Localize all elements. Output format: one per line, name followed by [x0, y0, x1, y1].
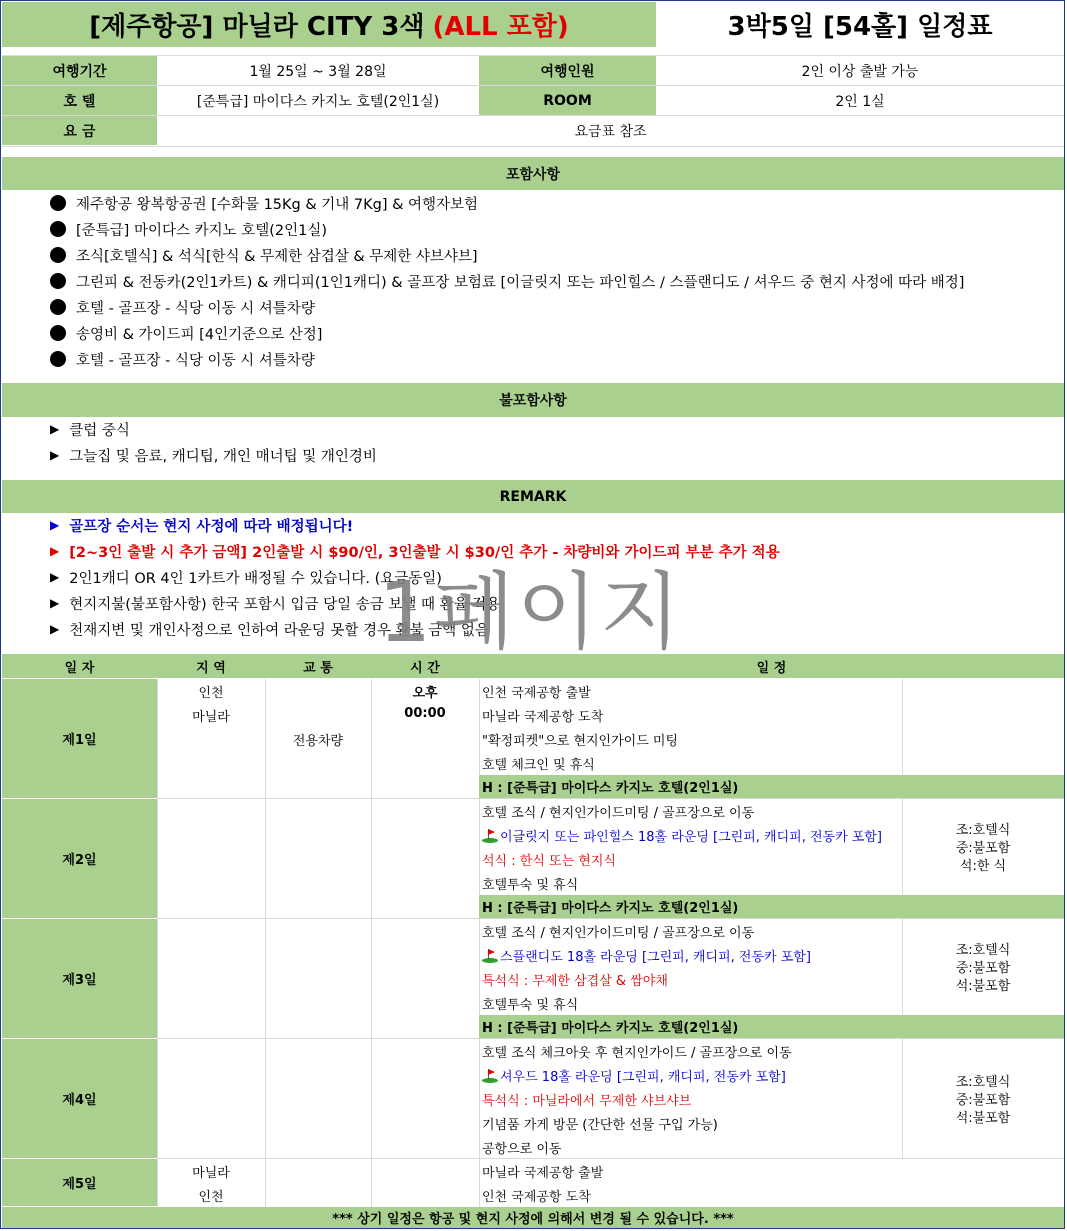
included-item: 그린피 & 전동카(2인1카트) & 캐디피(1인1캐디) & 골프장 보험료 [이글릿지 또는 파인힐스 / 스플랜디도 / 셔우드 중 현지 사정에 따라 배정] — [50, 268, 964, 294]
day1-transport: 전용차량 — [292, 734, 344, 749]
col-header-region: 지 역 — [196, 660, 226, 676]
title-prefix: [제주항공] 마닐라 CITY 3색 — [89, 12, 425, 42]
day5-line: 마닐라 국제공항 출발 — [482, 1166, 604, 1181]
day3-line: 호텔 조식 / 현지인가이드미팅 / 골프장으로 이동 — [482, 926, 755, 941]
day2-label: 제2일 — [2, 799, 157, 918]
triangle-bullet-icon: ▶ — [50, 596, 60, 610]
day2-dinner: 석식 : 한식 또는 현지식 — [482, 854, 616, 869]
day3-meal: 석:불포함 — [955, 979, 1011, 994]
people-label: 여행인원 — [479, 56, 656, 85]
golf-flag-icon — [482, 1069, 498, 1083]
included-item: 제주항공 왕복항공권 [수화물 15Kg & 기내 7Kg] & 여행자보험 — [50, 190, 478, 216]
day4-line: 호텔 조식 체크아웃 후 현지인가이드 / 골프장으로 이동 — [482, 1046, 792, 1061]
day3-hotel: H : [준특급] 마이다스 카지노 호텔(2인1실) — [479, 1015, 1064, 1038]
period-label: 여행기간 — [2, 56, 157, 85]
triangle-bullet-icon: ▶ — [50, 570, 60, 584]
room-label: ROOM — [479, 86, 656, 115]
excluded-heading: 불포함사항 — [2, 383, 1064, 417]
remark-item: ▶ 현지지불(불포함사항) 한국 포함시 입금 당일 송금 보낼 때 환율 적용 — [50, 596, 501, 613]
page-title — [2, 2, 656, 47]
day1-line: 호텔 체크인 및 휴식 — [482, 758, 595, 773]
day1-line: "확정피켓"으로 현지인가이드 미팅 — [482, 734, 679, 749]
included-item: 송영비 & 가이드피 [4인기준으로 산정] — [50, 320, 322, 346]
day2-hotel: H : [준특급] 마이다스 카지노 호텔(2인1실) — [479, 895, 1064, 918]
day1-label: 제1일 — [2, 679, 157, 798]
included-item: 조식[호텔식] & 석식[한식 & 무제한 삼겹살 & 무제한 샤브샤브] — [50, 242, 478, 268]
day3-meal: 조:호텔식 — [955, 943, 1011, 958]
day3-line: 호텔투숙 및 휴식 — [482, 998, 579, 1013]
included-item: [준특급] 마이다스 카지노 호텔(2인1실) — [50, 216, 327, 242]
included-heading: 포함사항 — [2, 157, 1064, 190]
remark-item: ▶ 2인1캐디 OR 4인 1카트가 배정될 수 있습니다. (요금동일) — [50, 570, 442, 587]
fee-value: 요금표 참조 — [574, 123, 647, 140]
triangle-bullet-icon: ▶ — [50, 422, 60, 436]
page-watermark: 1페이지 — [378, 563, 683, 661]
day4-dinner: 특석식 : 마닐라에서 무제한 샤브샤브 — [482, 1094, 692, 1109]
room-value: 2인 1실 — [835, 93, 885, 110]
golf-flag-icon — [482, 829, 498, 843]
day1-line: 마닐라 국제공항 도착 — [482, 710, 604, 725]
included-item: 호텔 - 골프장 - 식당 이동 시 셔틀차량 — [50, 294, 315, 320]
triangle-bullet-icon: ▶ — [50, 544, 60, 558]
day4-meal: 조:호텔식 — [955, 1075, 1011, 1090]
bullet-icon — [50, 273, 66, 289]
day4-label: 제4일 — [2, 1039, 157, 1158]
col-header-schedule: 일 정 — [756, 660, 787, 676]
hotel-label: 호 텔 — [2, 86, 157, 115]
day2-meal: 석:한 식 — [959, 859, 1007, 874]
schedule-footer-note: *** 상기 일정은 항공 및 현지 사정에 의해서 변경 될 수 있습니다. *** — [2, 1207, 1064, 1228]
day4-line: 기념품 가게 방문 (간단한 선물 구입 가능) — [482, 1118, 718, 1133]
day3-golf-line: 스플랜디도 18홀 라운딩 [그린피, 캐디피, 전동카 포함] — [482, 946, 811, 965]
bullet-icon — [50, 247, 66, 263]
people-value: 2인 이상 출발 가능 — [801, 63, 919, 80]
day2-meal: 중:불포함 — [955, 841, 1011, 856]
title-highlight: (ALL 포함) — [432, 12, 569, 42]
col-header-time: 시 간 — [410, 660, 440, 676]
itinerary-duration-title: 3박5일 [54홀] 일정표 — [727, 12, 993, 42]
day1-time-period: 오후 — [412, 686, 438, 701]
remark-heading: REMARK — [2, 480, 1064, 513]
triangle-bullet-icon: ▶ — [50, 622, 60, 636]
bullet-icon — [50, 351, 66, 367]
bullet-icon — [50, 299, 66, 315]
period-value: 1월 25일 ~ 3월 28일 — [249, 63, 387, 80]
bullet-icon — [50, 221, 66, 237]
day5-label: 제5일 — [2, 1159, 157, 1206]
day4-meal: 중:불포함 — [955, 1093, 1011, 1108]
hotel-value: [준특급] 마이다스 카지노 호텔(2인1실) — [196, 93, 440, 110]
remark-item: ▶ 골프장 순서는 현지 사정에 따라 배정됩니다! — [50, 518, 354, 535]
col-header-transport: 교 통 — [303, 660, 333, 676]
day2-golf-line: 이글릿지 또는 파인힐스 18홀 라운딩 [그린피, 캐디피, 전동카 포함] — [482, 826, 882, 845]
triangle-bullet-icon: ▶ — [50, 448, 60, 462]
triangle-bullet-icon: ▶ — [50, 518, 60, 532]
excluded-item: ▶ 클럽 중식 — [50, 422, 130, 439]
day1-region-to: 마닐라 — [192, 710, 230, 725]
day3-meal: 중:불포함 — [955, 961, 1011, 976]
day3-dinner: 특석식 : 무제한 삼겹살 & 쌈야채 — [482, 974, 668, 989]
day5-region-to: 인천 — [198, 1190, 224, 1205]
golf-flag-icon — [482, 949, 498, 963]
remark-item: ▶ [2~3인 출발 시 추가 금액] 2인출발 시 $90/인, 3인출발 시 $30/인 추가 - 차량비와 가이드피 부분 추가 적용 — [50, 544, 780, 561]
day1-hotel: H : [준특급] 마이다스 카지노 호텔(2인1실) — [479, 775, 1064, 798]
day4-meal: 석:불포함 — [955, 1111, 1011, 1126]
fee-label: 요 금 — [2, 116, 157, 145]
bullet-icon — [50, 195, 66, 211]
day5-region-from: 마닐라 — [192, 1166, 230, 1181]
col-header-date: 일 자 — [64, 660, 95, 676]
day2-meal: 조:호텔식 — [955, 823, 1011, 838]
day2-line: 호텔투숙 및 휴식 — [482, 878, 579, 893]
day1-time: 00:00 — [404, 706, 446, 721]
day4-golf-line: 셔우드 18홀 라운딩 [그린피, 캐디피, 전동카 포함] — [482, 1066, 786, 1085]
remark-item: ▶ 천재지변 및 개인사정으로 인하여 라운딩 못할 경우 환불 금액 없음 — [50, 622, 489, 639]
bullet-icon — [50, 325, 66, 341]
included-item: 호텔 - 골프장 - 식당 이동 시 셔틀차량 — [50, 346, 315, 372]
day5-line: 인천 국제공항 도착 — [482, 1190, 591, 1205]
day1-line: 인천 국제공항 출발 — [482, 686, 591, 701]
day3-label: 제3일 — [2, 919, 157, 1038]
excluded-item: ▶ 그늘집 및 음료, 캐디팁, 개인 매너팁 및 개인경비 — [50, 448, 377, 465]
day2-line: 호텔 조식 / 현지인가이드미팅 / 골프장으로 이동 — [482, 806, 755, 821]
day4-line: 공항으로 이동 — [482, 1142, 562, 1157]
day1-region-from: 인천 — [198, 686, 224, 701]
